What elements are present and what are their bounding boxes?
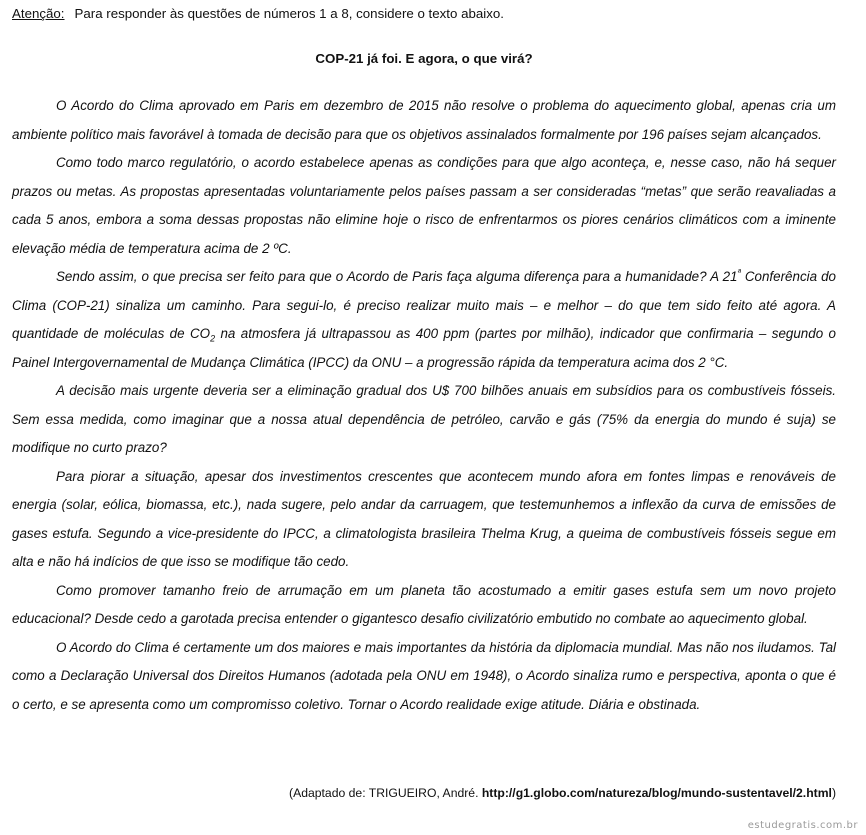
source-prefix: (Adaptado de: TRIGUEIRO, André. <box>289 786 482 800</box>
article-title: COP-21 já foi. E agora, o que virá? <box>315 51 533 66</box>
paragraph-3-part-c: na atmosfera já ultrapassou as 400 ppm (partes por milhão), indicador que confirmaria – segundo o Painel Intergovernamental de Mudança Climática (IPCC) da ONU – a progressão rápida da temperatura acima dos 2 °C. <box>12 326 836 370</box>
paragraph-3-part-b: Conferência do Clima (COP-21) sinaliza um caminho. Para segui-lo, é preciso realizar muito mais – e melhor – do que tem sido feito até agora. A quantidade de moléculas de CO <box>12 269 836 341</box>
paragraph-3 <box>12 263 836 377</box>
article-body <box>12 92 836 719</box>
co2-subscript: 2 <box>210 333 216 344</box>
site-watermark: estudegratis.com.br <box>747 820 858 831</box>
paragraph-6: Como promover tamanho freio de arrumação em um planeta tão acostumado a emitir gases estufa sem um novo projeto educacional? Desde cedo a garotada precisa entender o gigantesco desafio civilizatório embutido no combate ao aquecimento global. <box>12 582 836 626</box>
paragraph-2: Como todo marco regulatório, o acordo estabelece apenas as condições para que algo aconteça, e, nesse caso, não há sequer prazos ou metas. As propostas apresentadas voluntariamente pelos países passam a ser consideradas “metas” que serão reavaliadas a cada 5 anos, embora a soma dessas propostas não elimine hoje o risco de enfrentarmos os piores cenários climáticos com a iminente elevação média de temperatura acima de 2 ºC. <box>12 155 836 256</box>
instruction-text: Para responder às questões de números 1 a 8, considere o texto abaixo. <box>74 6 504 21</box>
paragraph-3-part-a: Sendo assim, o que precisa ser feito para que o Acordo de Paris faça alguma diferença para a humanidade? A 21 <box>56 269 738 284</box>
source-suffix: ) <box>831 786 836 800</box>
source-url[interactable]: http://g1.globo.com/natureza/blog/mundo-sustentavel/2.html <box>481 786 832 800</box>
paragraph-7: O Acordo do Clima é certamente um dos maiores e mais importantes da história da diplomacia mundial. Mas não nos iludamos. Tal como a Declaração Universal dos Direitos Humanos (adotada pela ONU em 1948), o Acordo sinaliza rumo e perspectiva, aponta o que é o certo, e se apresenta como um compromisso coletivo. Tornar o Acordo realidade exige atitude. Diária e obstinada. <box>12 639 836 712</box>
paragraph-1: O Acordo do Clima aprovado em Paris em dezembro de 2015 não resolve o problema do aquecimento global, apenas cria um ambiente político mais favorável à tomada de decisão para que os objetivos assinalados formalmente por 196 países sejam alcançados. <box>12 98 836 142</box>
attention-label: Atenção: <box>12 6 65 21</box>
source-citation <box>289 786 836 800</box>
paragraph-5: Para piorar a situação, apesar dos investimentos crescentes que acontecem mundo afora em fontes limpas e renováveis de energia (solar, eólica, biomassa, etc.), nada sugere, pelo andar da carruagem, que testemunhemos a inflexão da curva de emissões de gases estufa. Segundo a vice-presidente do IPCC, a climatologista brasileira Thelma Krug, a queima de combustíveis fósseis segue em alta e não há indícios de que isso se modifique tão cedo. <box>12 468 836 569</box>
ordinal-superscript: ª <box>737 267 741 278</box>
instruction-header <box>12 6 504 21</box>
paragraph-4: A decisão mais urgente deveria ser a eliminação gradual dos U$ 700 bilhões anuais em subsídios para os combustíveis fósseis. Sem essa medida, como imaginar que a nossa atual dependência de petróleo, carvão e gás (75% da energia do mundo é suja) se modifique no curto prazo? <box>12 383 836 455</box>
